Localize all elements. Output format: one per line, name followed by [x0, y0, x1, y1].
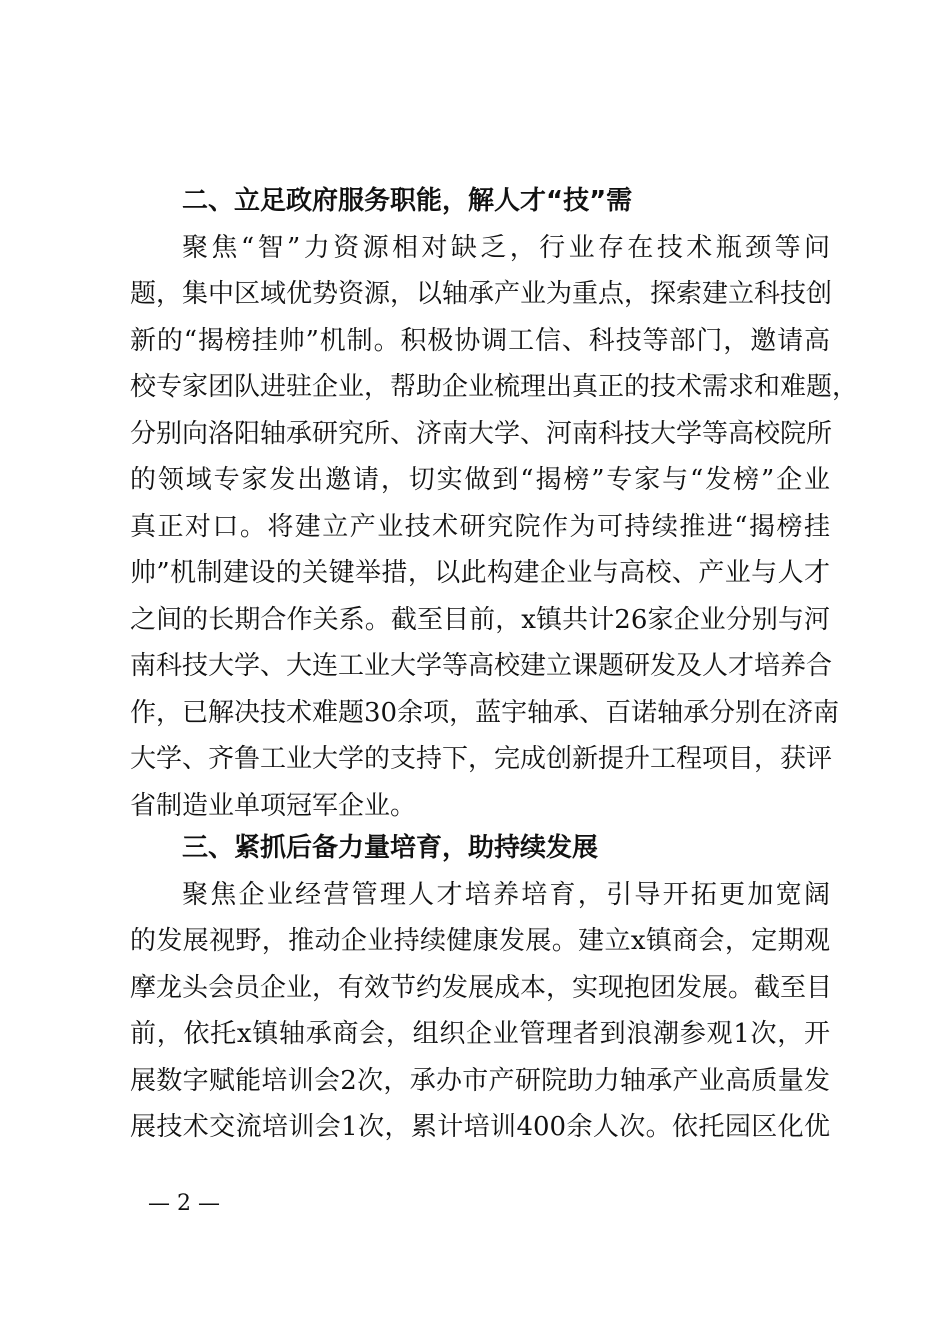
paragraph-line: 帅”机制建设的关键举措，以此构建企业与高校、产业与人才: [130, 558, 830, 588]
paragraph-line: 真正对口。将建立产业技术研究院作为可持续推进“揭榜挂: [130, 512, 830, 542]
paragraph-line: 聚焦“智”力资源相对缺乏，行业存在技术瓶颈等问: [182, 233, 830, 263]
paragraph-line: 摩龙头会员企业，有效节约发展成本，实现抱团发展。截至目: [130, 973, 833, 1003]
paragraph-line: 聚焦企业经营管理人才培养培育，引导开拓更加宽阔: [182, 880, 830, 910]
paragraph-line: 分别向洛阳轴承研究所、济南大学、河南科技大学等高校院所: [130, 419, 833, 449]
paragraph-line: 校专家团队进驻企业，帮助企业梳理出真正的技术需求和难题，: [130, 372, 859, 402]
paragraph-line: 的发展视野，推动企业持续健康发展。建立x镇商会，定期观: [130, 926, 830, 956]
paragraph-line: 题，集中区域优势资源，以轴承产业为重点，探索建立科技创: [130, 279, 833, 309]
paragraph-line: 作，已解决技术难题30余项，蓝宇轴承、百诺轴承分别在济南: [130, 698, 840, 728]
paragraph-line: 前，依托x镇轴承商会，组织企业管理者到浪潮参观1次，开: [130, 1019, 830, 1049]
paragraph-line: 省制造业单项冠军企业。: [130, 791, 417, 821]
paragraph-line: 新的“揭榜挂帅”机制。积极协调工信、科技等部门，邀请高: [130, 326, 830, 356]
section-heading-3: 三、紧抓后备力量培育，助持续发展: [182, 833, 599, 863]
paragraph-line: 南科技大学、大连工业大学等高校建立课题研发及人才培养合: [130, 651, 833, 681]
page-number: — 2 —: [148, 1191, 220, 1216]
paragraph-line: 展技术交流培训会1次，累计培训400余人次。依托园区化优: [130, 1112, 830, 1142]
paragraph-line: 的领域专家发出邀请，切实做到“揭榜”专家与“发榜”企业: [130, 465, 830, 495]
paragraph-line: 之间的长期合作关系。截至目前，x镇共计26家企业分别与河: [130, 605, 830, 635]
section-heading-2: 二、立足政府服务职能，解人才“技”需: [182, 186, 633, 216]
paragraph-line: 展数字赋能培训会2次，承办市产研院助力轴承产业高质量发: [130, 1066, 830, 1096]
paragraph-line: 大学、齐鲁工业大学的支持下，完成创新提升工程项目，获评: [130, 744, 833, 774]
